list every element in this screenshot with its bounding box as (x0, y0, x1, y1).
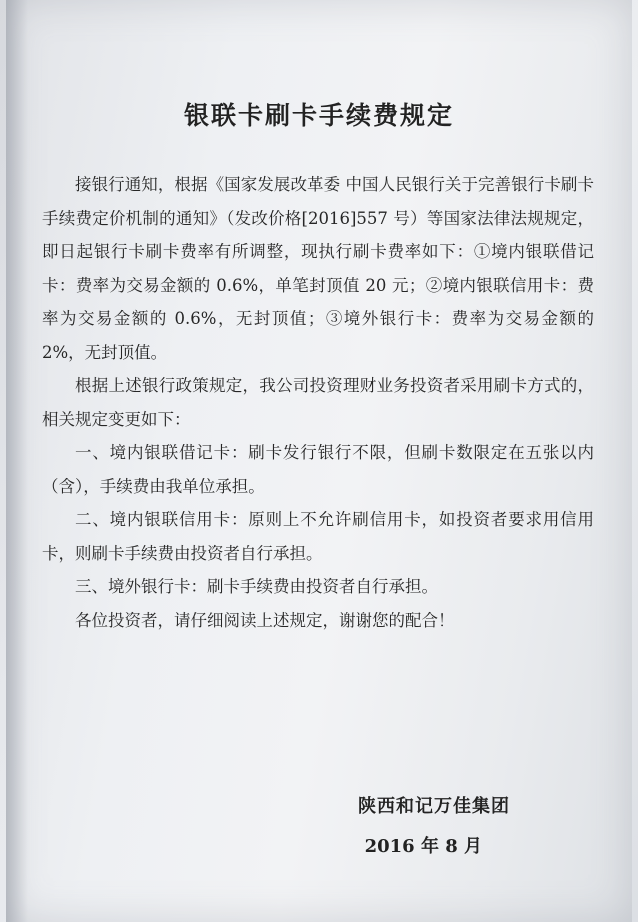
notice-paper (6, 0, 632, 922)
paragraph-policy: 根据上述银行政策规定，我公司投资理财业务投资者采用刷卡方式的，相关规定变更如下： (42, 376, 594, 429)
paragraph-foreign-card: 三、境外银行卡：刷卡手续费由投资者自行承担。 (75, 577, 438, 596)
signature-date: 2016 年 8 月 (364, 836, 482, 857)
paragraph-debit-card: 一、境内银联借记卡：刷卡发行银行不限，但刷卡数限定在五张以内（含），手续费由我单位承担。 (42, 443, 594, 496)
paragraph-closing: 各位投资者，请仔细阅读上述规定，谢谢您的配合！ (75, 610, 455, 630)
paper-shadow (6, 0, 28, 922)
notice-title: 银联卡刷卡手续费规定 (183, 101, 454, 130)
signature-organization: 陕西和记万佳集团 (358, 796, 510, 817)
paragraph-intro: 接银行通知，根据《国家发展改革委 中国人民银行关于完善银行卡刷卡手续费定价机制的通知》（发改价格[2016]557 号）等国家法律法规规定，即日起银行卡刷卡费率有所调整，现执行刷卡费率如下：①境内银联借记卡：费率为交易金额的 0.6%，单笔封顶值 20 元；②境内银联信用卡：费率为交易金额的 0.6%，无封顶值；③境外银行卡：费率为交易金额的 2%，无封顶值。 (42, 175, 594, 362)
paragraph-credit-card: 二、境内银联信用卡：原则上不允许刷信用卡，如投资者要求用信用卡，则刷卡手续费由投资者自行承担。 (42, 510, 594, 563)
notice-body (42, 168, 594, 637)
